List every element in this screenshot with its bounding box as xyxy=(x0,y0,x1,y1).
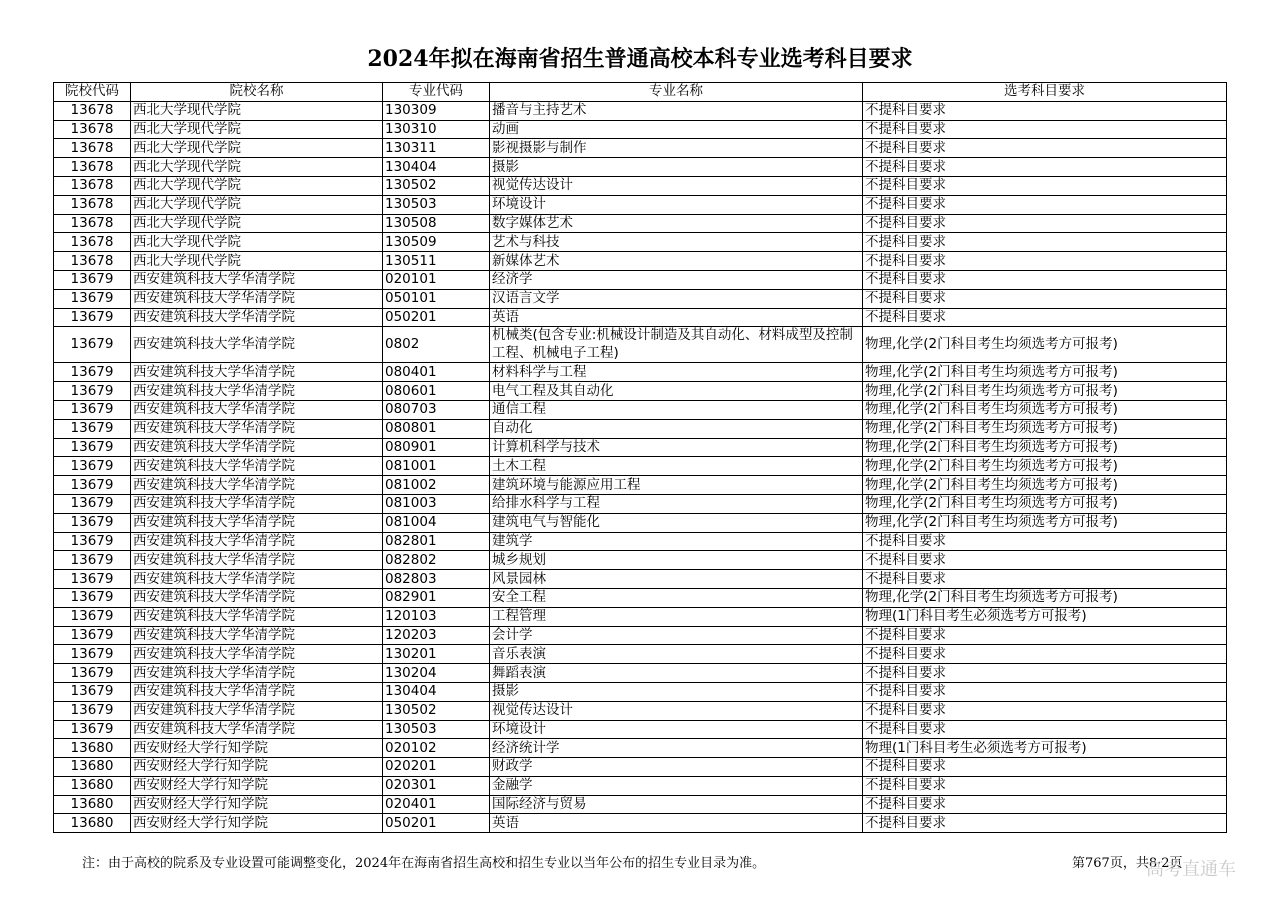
major-name-cell: 风景园林 xyxy=(490,570,863,589)
subject-requirement-cell: 物理,化学(2门科目考生均须选考方可报考) xyxy=(863,327,1227,363)
subject-requirement-cell: 物理,化学(2门科目考生均须选考方可报考) xyxy=(863,400,1227,419)
school-code-cell: 13679 xyxy=(54,626,131,645)
school-name-cell: 西安建筑科技大学华清学院 xyxy=(131,419,383,438)
major-code-cell: 130508 xyxy=(383,214,490,233)
major-code-cell: 080801 xyxy=(383,419,490,438)
major-code-cell: 130404 xyxy=(383,682,490,701)
school-code-cell: 13680 xyxy=(54,739,131,758)
header-school-name: 院校名称 xyxy=(131,83,383,102)
school-code-cell: 13679 xyxy=(54,419,131,438)
school-name-cell: 西北大学现代学院 xyxy=(131,101,383,120)
major-name-cell: 财政学 xyxy=(490,758,863,777)
major-code-cell: 120203 xyxy=(383,626,490,645)
table-row xyxy=(54,758,1227,777)
major-name-cell: 材料科学与工程 xyxy=(490,363,863,382)
school-name-cell: 西安财经大学行知学院 xyxy=(131,795,383,814)
school-code-cell: 13678 xyxy=(54,195,131,214)
header-subject-requirement: 选考科目要求 xyxy=(863,83,1227,102)
school-code-cell: 13679 xyxy=(54,270,131,289)
school-code-cell: 13679 xyxy=(54,457,131,476)
school-name-cell: 西安建筑科技大学华清学院 xyxy=(131,400,383,419)
major-name-cell: 英语 xyxy=(490,814,863,833)
subject-requirement-cell: 不提科目要求 xyxy=(863,626,1227,645)
major-name-cell: 经济统计学 xyxy=(490,739,863,758)
subject-requirement-cell: 不提科目要求 xyxy=(863,758,1227,777)
school-name-cell: 西安建筑科技大学华清学院 xyxy=(131,607,383,626)
major-code-cell: 020102 xyxy=(383,739,490,758)
major-name-cell: 建筑环境与能源应用工程 xyxy=(490,476,863,495)
school-code-cell: 13679 xyxy=(54,664,131,683)
school-name-cell: 西安建筑科技大学华清学院 xyxy=(131,682,383,701)
major-name-cell: 数字媒体艺术 xyxy=(490,214,863,233)
major-code-cell: 0802 xyxy=(383,327,490,363)
school-name-cell: 西安财经大学行知学院 xyxy=(131,776,383,795)
major-code-cell: 082901 xyxy=(383,588,490,607)
school-name-cell: 西安建筑科技大学华清学院 xyxy=(131,476,383,495)
school-code-cell: 13679 xyxy=(54,588,131,607)
subject-requirement-cell: 不提科目要求 xyxy=(863,551,1227,570)
major-code-cell: 080401 xyxy=(383,363,490,382)
school-name-cell: 西安建筑科技大学华清学院 xyxy=(131,513,383,532)
major-code-cell: 082802 xyxy=(383,551,490,570)
header-school-code: 院校代码 xyxy=(54,83,131,102)
school-name-cell: 西安建筑科技大学华清学院 xyxy=(131,626,383,645)
footnote: 注：由于高校的院系及专业设置可能调整变化，2024年在海南省招生高校和招生专业以当年公布的招生专业目录为准。 xyxy=(82,856,766,871)
table-row xyxy=(54,588,1227,607)
major-name-cell: 影视摄影与制作 xyxy=(490,139,863,158)
school-name-cell: 西安建筑科技大学华清学院 xyxy=(131,289,383,308)
subject-requirement-cell: 物理,化学(2门科目考生均须选考方可报考) xyxy=(863,382,1227,401)
subject-requirement-cell: 不提科目要求 xyxy=(863,308,1227,327)
major-name-cell: 经济学 xyxy=(490,270,863,289)
table-row xyxy=(54,233,1227,252)
table-row xyxy=(54,457,1227,476)
school-code-cell: 13679 xyxy=(54,645,131,664)
major-code-cell: 130503 xyxy=(383,195,490,214)
school-name-cell: 西安建筑科技大学华清学院 xyxy=(131,270,383,289)
major-code-cell: 081003 xyxy=(383,494,490,513)
subject-requirement-cell: 物理,化学(2门科目考生均须选考方可报考) xyxy=(863,476,1227,495)
table-row xyxy=(54,419,1227,438)
school-name-cell: 西北大学现代学院 xyxy=(131,252,383,271)
table-row xyxy=(54,551,1227,570)
subject-requirement-cell: 物理,化学(2门科目考生均须选考方可报考) xyxy=(863,513,1227,532)
major-name-cell: 动画 xyxy=(490,120,863,139)
school-code-cell: 13679 xyxy=(54,494,131,513)
major-name-cell: 金融学 xyxy=(490,776,863,795)
school-code-cell: 13678 xyxy=(54,158,131,177)
school-name-cell: 西安建筑科技大学华清学院 xyxy=(131,308,383,327)
subject-requirement-cell: 物理,化学(2门科目考生均须选考方可报考) xyxy=(863,419,1227,438)
major-code-cell: 050201 xyxy=(383,814,490,833)
subject-requirement-cell: 不提科目要求 xyxy=(863,664,1227,683)
major-code-cell: 082803 xyxy=(383,570,490,589)
major-code-cell: 020201 xyxy=(383,758,490,777)
watermark: 高考直通车 xyxy=(1146,859,1236,880)
school-code-cell: 13680 xyxy=(54,758,131,777)
school-code-cell: 13679 xyxy=(54,476,131,495)
subject-requirement-cell: 物理(1门科目考生必须选考方可报考) xyxy=(863,739,1227,758)
major-code-cell: 130503 xyxy=(383,720,490,739)
major-code-cell: 130311 xyxy=(383,139,490,158)
table-row xyxy=(54,308,1227,327)
school-name-cell: 西安建筑科技大学华清学院 xyxy=(131,645,383,664)
table-row xyxy=(54,776,1227,795)
school-name-cell: 西安建筑科技大学华清学院 xyxy=(131,720,383,739)
school-code-cell: 13679 xyxy=(54,400,131,419)
subject-requirement-cell: 物理,化学(2门科目考生均须选考方可报考) xyxy=(863,438,1227,457)
major-name-cell: 国际经济与贸易 xyxy=(490,795,863,814)
major-name-cell: 自动化 xyxy=(490,419,863,438)
major-code-cell: 130404 xyxy=(383,158,490,177)
major-code-cell: 050201 xyxy=(383,308,490,327)
page-title: 2024年拟在海南省招生普通高校本科专业选考科目要求 xyxy=(367,46,913,72)
major-name-cell: 音乐表演 xyxy=(490,645,863,664)
major-code-cell: 080901 xyxy=(383,438,490,457)
subject-requirement-cell: 不提科目要求 xyxy=(863,195,1227,214)
major-name-cell: 给排水科学与工程 xyxy=(490,494,863,513)
school-code-cell: 13678 xyxy=(54,120,131,139)
major-code-cell: 130509 xyxy=(383,233,490,252)
major-name-cell: 视觉传达设计 xyxy=(490,701,863,720)
school-code-cell: 13679 xyxy=(54,363,131,382)
subject-requirement-cell: 不提科目要求 xyxy=(863,532,1227,551)
school-name-cell: 西安建筑科技大学华清学院 xyxy=(131,382,383,401)
table-row xyxy=(54,363,1227,382)
school-code-cell: 13680 xyxy=(54,795,131,814)
table-row xyxy=(54,626,1227,645)
school-code-cell: 13679 xyxy=(54,682,131,701)
major-name-cell: 机械类(包含专业:机械设计制造及其自动化、材料成型及控制工程、机械电子工程) xyxy=(490,327,863,363)
table-row xyxy=(54,101,1227,120)
school-name-cell: 西安建筑科技大学华清学院 xyxy=(131,664,383,683)
major-code-cell: 081004 xyxy=(383,513,490,532)
major-name-cell: 城乡规划 xyxy=(490,551,863,570)
major-name-cell: 安全工程 xyxy=(490,588,863,607)
subject-requirement-cell: 不提科目要求 xyxy=(863,776,1227,795)
subject-requirement-cell: 不提科目要求 xyxy=(863,101,1227,120)
table-header-row xyxy=(54,83,1227,102)
school-name-cell: 西北大学现代学院 xyxy=(131,233,383,252)
table-row xyxy=(54,645,1227,664)
table-row xyxy=(54,382,1227,401)
major-code-cell: 020301 xyxy=(383,776,490,795)
table-row xyxy=(54,327,1227,363)
school-code-cell: 13678 xyxy=(54,214,131,233)
major-code-cell: 130204 xyxy=(383,664,490,683)
school-name-cell: 西北大学现代学院 xyxy=(131,139,383,158)
major-name-cell: 工程管理 xyxy=(490,607,863,626)
school-name-cell: 西北大学现代学院 xyxy=(131,120,383,139)
table-row xyxy=(54,701,1227,720)
major-name-cell: 电气工程及其自动化 xyxy=(490,382,863,401)
major-name-cell: 计算机科学与技术 xyxy=(490,438,863,457)
table-row xyxy=(54,795,1227,814)
table-row xyxy=(54,494,1227,513)
major-code-cell: 020401 xyxy=(383,795,490,814)
subject-requirement-cell: 物理(1门科目考生必须选考方可报考) xyxy=(863,607,1227,626)
subject-requirement-cell: 不提科目要求 xyxy=(863,570,1227,589)
school-code-cell: 13679 xyxy=(54,308,131,327)
school-name-cell: 西安财经大学行知学院 xyxy=(131,814,383,833)
subject-requirement-cell: 物理,化学(2门科目考生均须选考方可报考) xyxy=(863,588,1227,607)
subject-requirement-cell: 不提科目要求 xyxy=(863,701,1227,720)
school-code-cell: 13679 xyxy=(54,438,131,457)
major-code-cell: 080703 xyxy=(383,400,490,419)
school-name-cell: 西安建筑科技大学华清学院 xyxy=(131,588,383,607)
major-code-cell: 130502 xyxy=(383,176,490,195)
subject-requirement-cell: 不提科目要求 xyxy=(863,289,1227,308)
school-name-cell: 西安建筑科技大学华清学院 xyxy=(131,438,383,457)
subject-requirement-cell: 不提科目要求 xyxy=(863,645,1227,664)
major-code-cell: 130502 xyxy=(383,701,490,720)
table-row xyxy=(54,570,1227,589)
table-row xyxy=(54,289,1227,308)
major-name-cell: 通信工程 xyxy=(490,400,863,419)
table-row xyxy=(54,139,1227,158)
major-code-cell: 130310 xyxy=(383,120,490,139)
major-code-cell: 020101 xyxy=(383,270,490,289)
school-name-cell: 西北大学现代学院 xyxy=(131,195,383,214)
school-code-cell: 13679 xyxy=(54,570,131,589)
major-name-cell: 英语 xyxy=(490,308,863,327)
header-major-code: 专业代码 xyxy=(383,83,490,102)
subject-requirement-cell: 不提科目要求 xyxy=(863,720,1227,739)
table-row xyxy=(54,438,1227,457)
requirements-table xyxy=(53,82,1227,833)
major-code-cell: 082801 xyxy=(383,532,490,551)
school-code-cell: 13679 xyxy=(54,551,131,570)
major-name-cell: 汉语言文学 xyxy=(490,289,863,308)
major-name-cell: 摄影 xyxy=(490,682,863,701)
table-row xyxy=(54,195,1227,214)
school-name-cell: 西安建筑科技大学华清学院 xyxy=(131,327,383,363)
major-code-cell: 130201 xyxy=(383,645,490,664)
subject-requirement-cell: 不提科目要求 xyxy=(863,233,1227,252)
table-row xyxy=(54,158,1227,177)
school-name-cell: 西安财经大学行知学院 xyxy=(131,739,383,758)
school-code-cell: 13678 xyxy=(54,233,131,252)
subject-requirement-cell: 不提科目要求 xyxy=(863,139,1227,158)
school-code-cell: 13678 xyxy=(54,252,131,271)
table-row xyxy=(54,739,1227,758)
major-name-cell: 播音与主持艺术 xyxy=(490,101,863,120)
school-code-cell: 13679 xyxy=(54,327,131,363)
school-code-cell: 13679 xyxy=(54,289,131,308)
school-name-cell: 西安建筑科技大学华清学院 xyxy=(131,494,383,513)
major-name-cell: 视觉传达设计 xyxy=(490,176,863,195)
subject-requirement-cell: 不提科目要求 xyxy=(863,795,1227,814)
school-code-cell: 13678 xyxy=(54,176,131,195)
table-row xyxy=(54,682,1227,701)
major-code-cell: 120103 xyxy=(383,607,490,626)
major-name-cell: 艺术与科技 xyxy=(490,233,863,252)
subject-requirement-cell: 不提科目要求 xyxy=(863,120,1227,139)
subject-requirement-cell: 不提科目要求 xyxy=(863,158,1227,177)
major-name-cell: 摄影 xyxy=(490,158,863,177)
school-name-cell: 西安建筑科技大学华清学院 xyxy=(131,551,383,570)
subject-requirement-cell: 不提科目要求 xyxy=(863,214,1227,233)
major-name-cell: 舞蹈表演 xyxy=(490,664,863,683)
school-code-cell: 13679 xyxy=(54,513,131,532)
school-code-cell: 13679 xyxy=(54,701,131,720)
table-row xyxy=(54,214,1227,233)
major-name-cell: 建筑电气与智能化 xyxy=(490,513,863,532)
school-name-cell: 西北大学现代学院 xyxy=(131,214,383,233)
school-name-cell: 西安财经大学行知学院 xyxy=(131,758,383,777)
school-code-cell: 13680 xyxy=(54,814,131,833)
major-name-cell: 建筑学 xyxy=(490,532,863,551)
school-code-cell: 13678 xyxy=(54,139,131,158)
subject-requirement-cell: 不提科目要求 xyxy=(863,270,1227,289)
school-name-cell: 西北大学现代学院 xyxy=(131,158,383,177)
school-name-cell: 西安建筑科技大学华清学院 xyxy=(131,457,383,476)
school-code-cell: 13679 xyxy=(54,532,131,551)
subject-requirement-cell: 物理,化学(2门科目考生均须选考方可报考) xyxy=(863,363,1227,382)
table-row xyxy=(54,270,1227,289)
major-name-cell: 会计学 xyxy=(490,626,863,645)
major-name-cell: 环境设计 xyxy=(490,195,863,214)
major-name-cell: 新媒体艺术 xyxy=(490,252,863,271)
table-row xyxy=(54,476,1227,495)
school-code-cell: 13679 xyxy=(54,720,131,739)
school-name-cell: 西安建筑科技大学华清学院 xyxy=(131,701,383,720)
school-name-cell: 西北大学现代学院 xyxy=(131,176,383,195)
subject-requirement-cell: 物理,化学(2门科目考生均须选考方可报考) xyxy=(863,457,1227,476)
table-row xyxy=(54,400,1227,419)
table-row xyxy=(54,176,1227,195)
table-row xyxy=(54,513,1227,532)
table-row xyxy=(54,120,1227,139)
school-code-cell: 13679 xyxy=(54,382,131,401)
school-name-cell: 西安建筑科技大学华清学院 xyxy=(131,363,383,382)
table-row xyxy=(54,532,1227,551)
major-code-cell: 130309 xyxy=(383,101,490,120)
major-name-cell: 环境设计 xyxy=(490,720,863,739)
table-row xyxy=(54,814,1227,833)
header-major-name: 专业名称 xyxy=(490,83,863,102)
table-row xyxy=(54,664,1227,683)
major-code-cell: 081001 xyxy=(383,457,490,476)
subject-requirement-cell: 不提科目要求 xyxy=(863,176,1227,195)
major-code-cell: 130511 xyxy=(383,252,490,271)
subject-requirement-cell: 物理,化学(2门科目考生均须选考方可报考) xyxy=(863,494,1227,513)
subject-requirement-cell: 不提科目要求 xyxy=(863,814,1227,833)
major-code-cell: 081002 xyxy=(383,476,490,495)
table-row xyxy=(54,252,1227,271)
major-code-cell: 050101 xyxy=(383,289,490,308)
school-name-cell: 西安建筑科技大学华清学院 xyxy=(131,532,383,551)
school-name-cell: 西安建筑科技大学华清学院 xyxy=(131,570,383,589)
subject-requirement-cell: 不提科目要求 xyxy=(863,252,1227,271)
school-code-cell: 13680 xyxy=(54,776,131,795)
subject-requirement-cell: 不提科目要求 xyxy=(863,682,1227,701)
school-code-cell: 13679 xyxy=(54,607,131,626)
school-code-cell: 13678 xyxy=(54,101,131,120)
table-row xyxy=(54,720,1227,739)
page-number: 第767页，共8·2页 xyxy=(1072,856,1183,871)
major-name-cell: 土木工程 xyxy=(490,457,863,476)
major-code-cell: 080601 xyxy=(383,382,490,401)
table-row xyxy=(54,607,1227,626)
